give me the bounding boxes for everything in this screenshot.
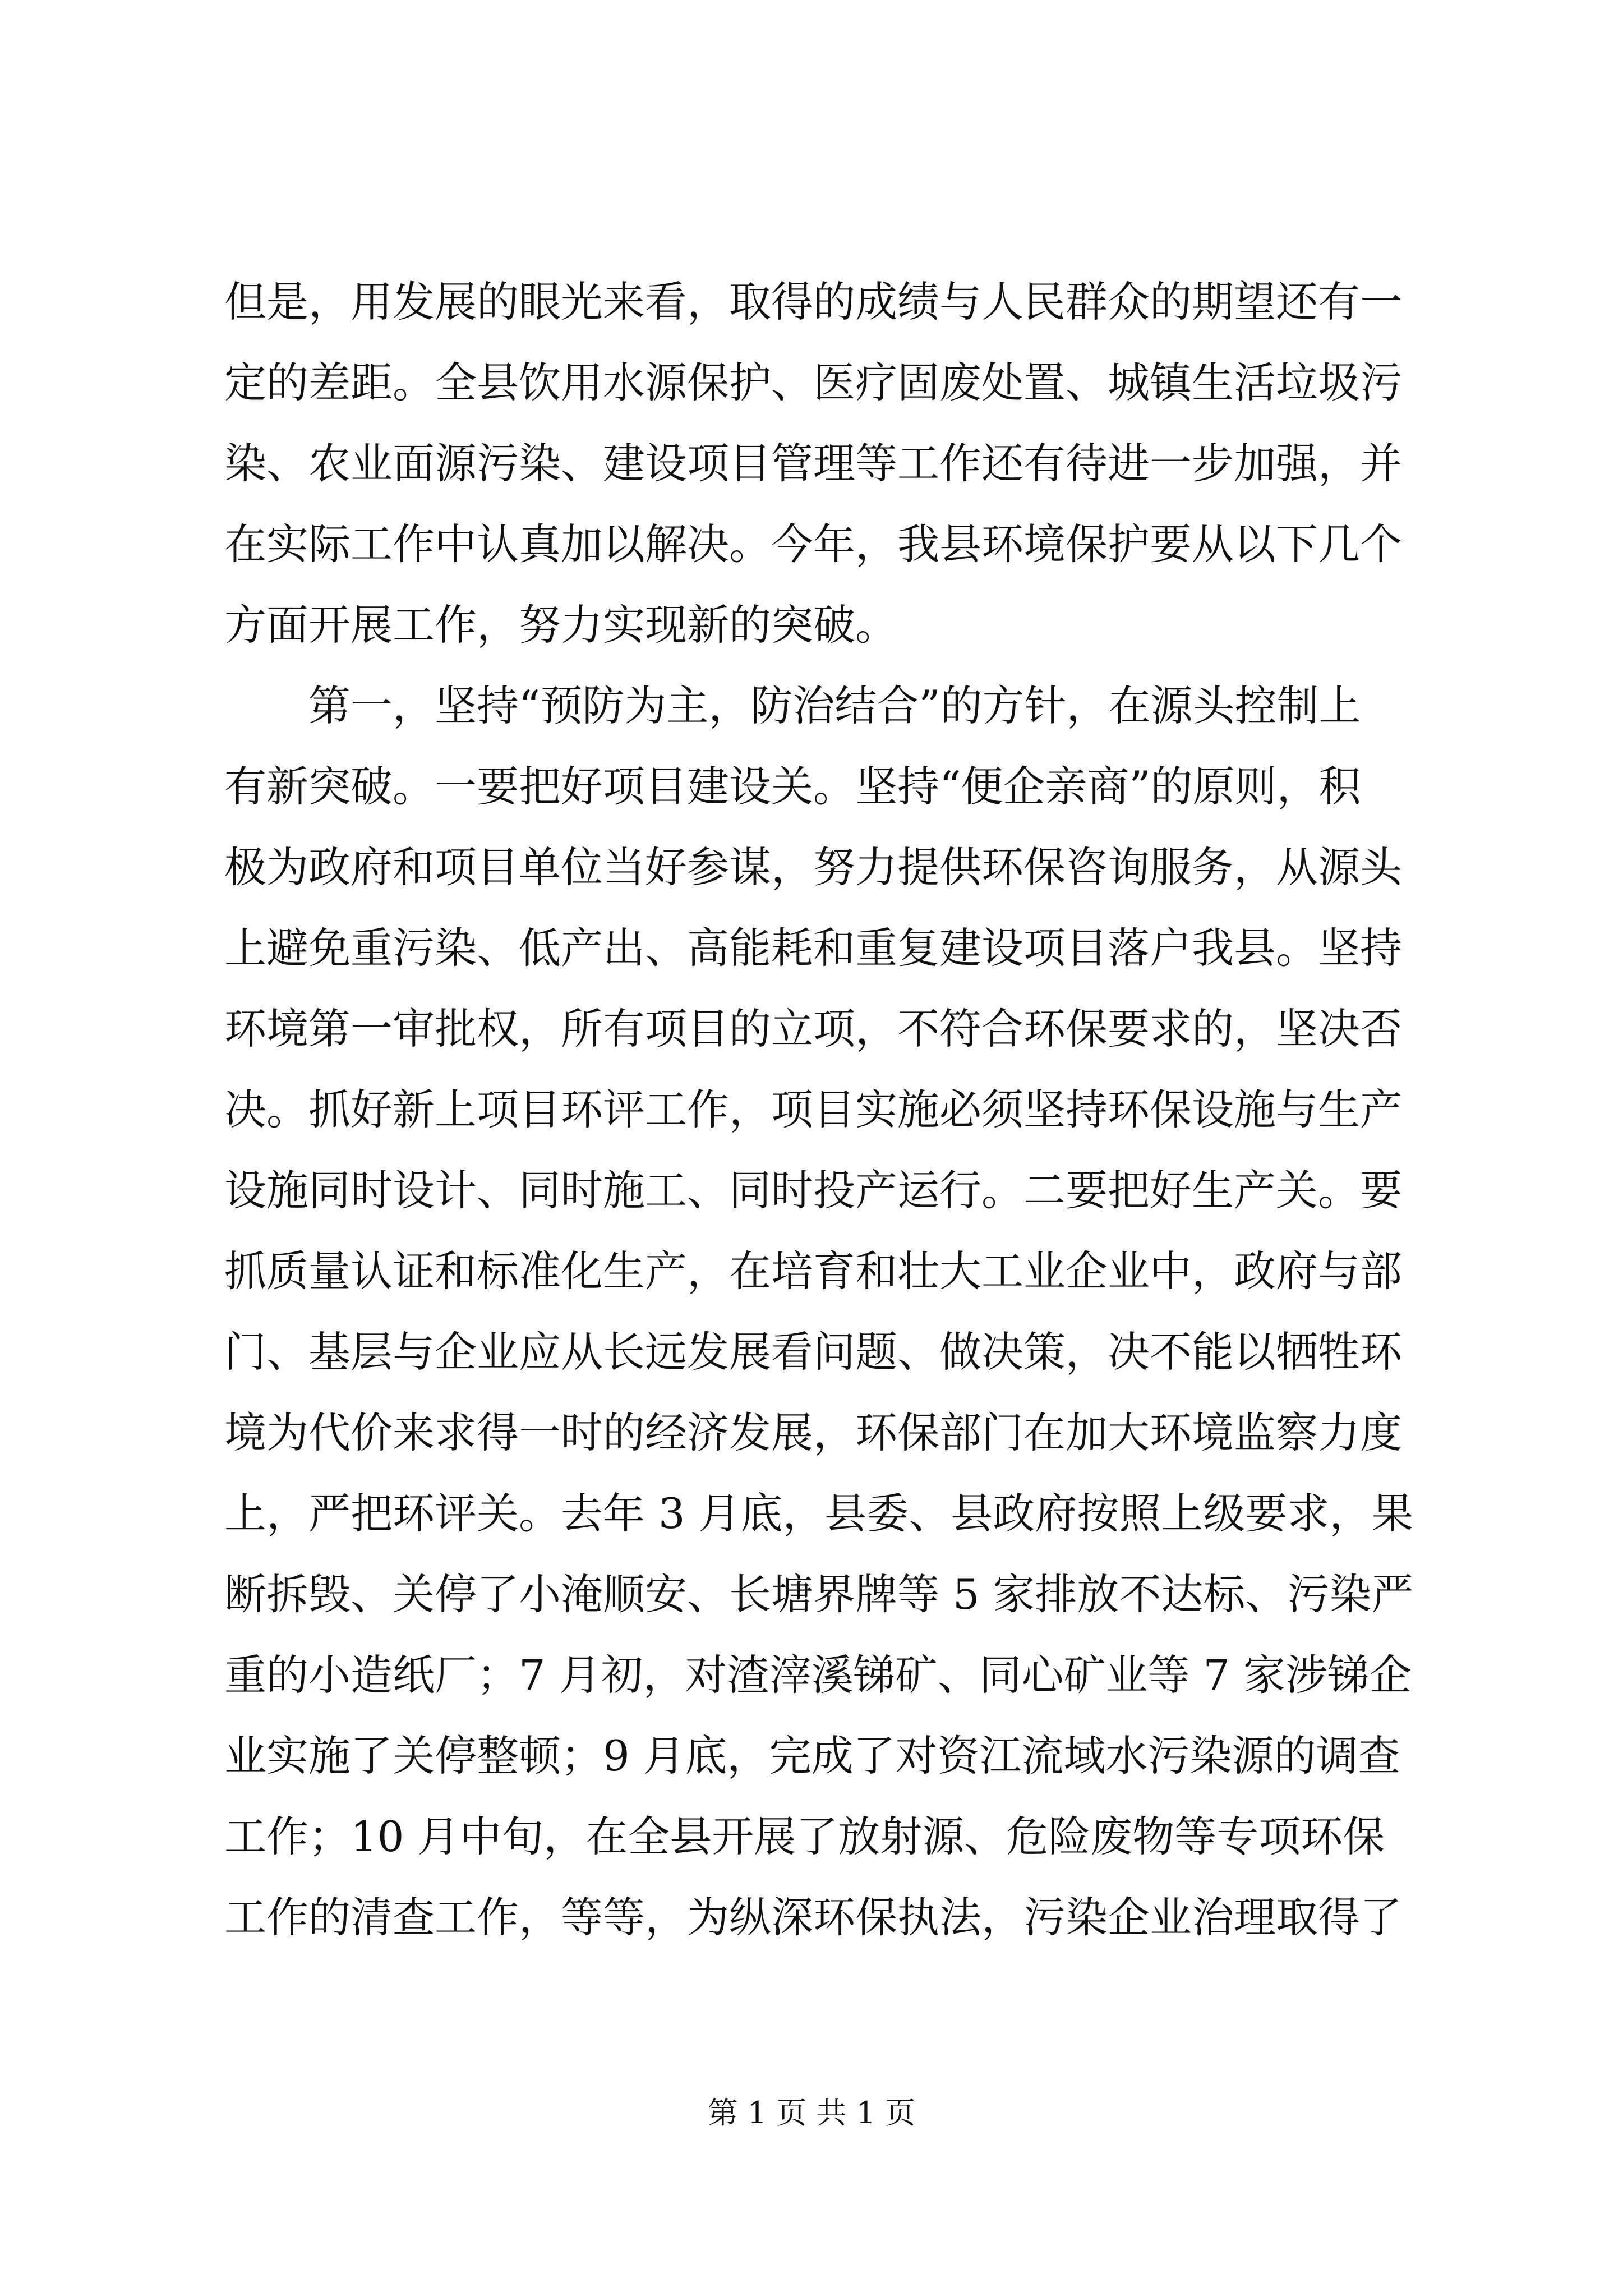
text-line: 第一，坚持“预防为主，防治结合”的方针，在源头控制上 bbox=[224, 681, 1361, 730]
text-line: 环境第一审批权，所有项目的立项，不符合环保要求的，坚决否 bbox=[224, 1004, 1403, 1053]
text-line: 设施同时设计、同时施工、同时投产运行。二要把好生产关。要 bbox=[224, 1166, 1403, 1215]
text-line: 方面开展工作，努力实现新的突破。 bbox=[224, 600, 898, 650]
text-line: 在实际工作中认真加以解决。今年，我县环境保护要从以下几个 bbox=[224, 519, 1403, 569]
text-line: 极为政府和项目单位当好参谋，努力提供环保咨询服务，从源头 bbox=[224, 843, 1403, 892]
text-line: 染、农业面源污染、建设项目管理等工作还有待进一步加强，并 bbox=[224, 439, 1403, 488]
text-line: 工作的清查工作，等等，为纵深环保执法，污染企业治理取得了 bbox=[224, 1893, 1403, 1942]
text-line: 门、基层与企业应从长远发展看问题、做决策，决不能以牺牲环 bbox=[224, 1327, 1403, 1377]
text-line: 决。抓好新上项目环评工作，项目实施必须坚持环保设施与生产 bbox=[224, 1085, 1403, 1134]
text-line: 有新突破。一要把好项目建设关。坚持“便企亲商”的原则，积 bbox=[224, 762, 1361, 811]
text-line: 抓质量认证和标准化生产，在培育和壮大工业企业中，政府与部 bbox=[224, 1246, 1403, 1296]
text-line: 工作；10 月中旬，在全县开展了放射源、危险废物等专项环保 bbox=[224, 1812, 1385, 1861]
text-line: 上，严把环评关。去年 3 月底，县委、县政府按照上级要求，果 bbox=[224, 1489, 1414, 1538]
text-line: 境为代价来求得一时的经济发展，环保部门在加大环境监察力度 bbox=[224, 1408, 1403, 1457]
text-line: 重的小造纸厂；7 月初，对渣滓溪锑矿、同心矿业等 7 家涉锑企 bbox=[224, 1650, 1412, 1700]
text-line: 断拆毁、关停了小淹顺安、长塘界牌等 5 家排放不达标、污染严 bbox=[224, 1570, 1414, 1619]
page-number-footer: 第 1 页 共 1 页 bbox=[707, 2095, 916, 2131]
text-line: 定的差距。全县饮用水源保护、医疗固废处置、城镇生活垃圾污 bbox=[224, 358, 1403, 407]
body-text bbox=[224, 261, 1436, 1958]
text-line: 业实施了关停整顿；9 月底，完成了对资江流域水污染源的调查 bbox=[224, 1731, 1400, 1780]
text-line: 但是，用发展的眼光来看，取得的成绩与人民群众的期望还有一 bbox=[224, 277, 1403, 326]
text-line: 上避免重污染、低产出、高能耗和重复建设项目落户我县。坚持 bbox=[224, 923, 1403, 973]
